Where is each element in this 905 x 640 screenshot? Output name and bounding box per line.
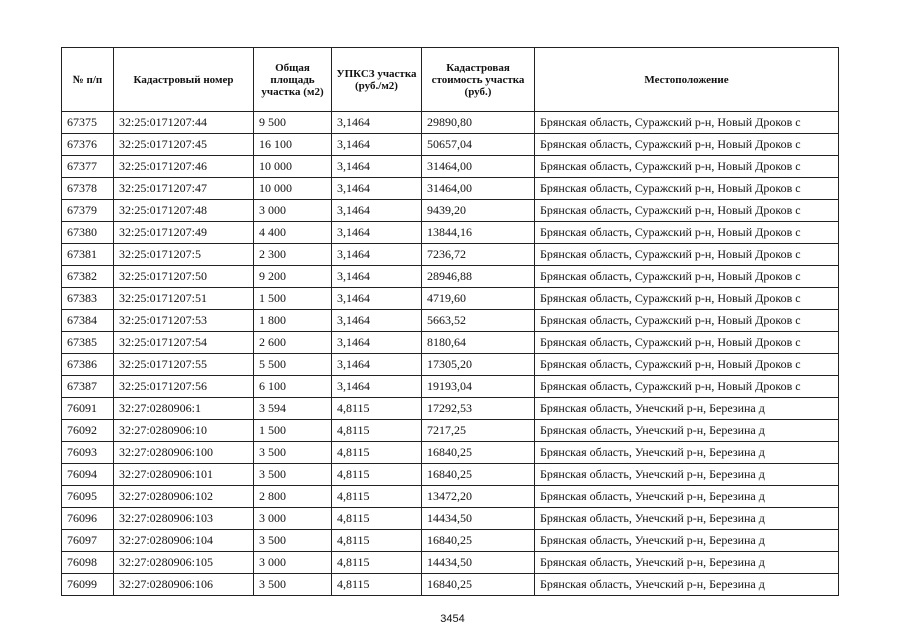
table-row	[62, 222, 839, 244]
cell-upksz: 4,8115	[332, 508, 422, 530]
cell-upksz: 4,8115	[332, 398, 422, 420]
cell-area: 10 000	[254, 156, 332, 178]
cell-cadastral-number: 32:27:0280906:104	[114, 530, 254, 552]
cell-cadastral-value: 5663,52	[422, 310, 535, 332]
cell-cadastral-value: 7236,72	[422, 244, 535, 266]
cell-cadastral-number: 32:25:0171207:48	[114, 200, 254, 222]
cell-location: Брянская область, Унечский р-н, Березина д	[535, 464, 839, 486]
cell-cadastral-value: 13472,20	[422, 486, 535, 508]
cell-cadastral-value: 31464,00	[422, 178, 535, 200]
cell-cadastral-value: 16840,25	[422, 574, 535, 596]
cell-row-number: 76098	[62, 552, 114, 574]
table-row	[62, 376, 839, 398]
header-row	[62, 48, 839, 112]
cell-location: Брянская область, Унечский р-н, Березина д	[535, 574, 839, 596]
table-row	[62, 420, 839, 442]
cell-row-number: 67381	[62, 244, 114, 266]
cell-upksz: 3,1464	[332, 332, 422, 354]
cell-cadastral-number: 32:25:0171207:56	[114, 376, 254, 398]
cell-upksz: 4,8115	[332, 420, 422, 442]
cell-area: 1 500	[254, 288, 332, 310]
cell-cadastral-number: 32:25:0171207:44	[114, 112, 254, 134]
cell-location: Брянская область, Унечский р-н, Березина д	[535, 420, 839, 442]
cell-cadastral-number: 32:27:0280906:1	[114, 398, 254, 420]
cell-cadastral-value: 17292,53	[422, 398, 535, 420]
cell-row-number: 67376	[62, 134, 114, 156]
cell-cadastral-value: 16840,25	[422, 464, 535, 486]
cell-upksz: 3,1464	[332, 134, 422, 156]
cell-cadastral-value: 19193,04	[422, 376, 535, 398]
cell-row-number: 67382	[62, 266, 114, 288]
cell-cadastral-value: 8180,64	[422, 332, 535, 354]
cell-location: Брянская область, Унечский р-н, Березина д	[535, 552, 839, 574]
cell-location: Брянская область, Суражский р-н, Новый Дроков с	[535, 332, 839, 354]
cell-cadastral-number: 32:27:0280906:106	[114, 574, 254, 596]
table-row	[62, 134, 839, 156]
table-header	[62, 48, 839, 112]
cell-area: 3 000	[254, 552, 332, 574]
cell-row-number: 67385	[62, 332, 114, 354]
cell-location: Брянская область, Суражский р-н, Новый Дроков с	[535, 200, 839, 222]
cell-cadastral-number: 32:25:0171207:54	[114, 332, 254, 354]
cell-area: 9 500	[254, 112, 332, 134]
cell-row-number: 76097	[62, 530, 114, 552]
cell-upksz: 3,1464	[332, 376, 422, 398]
cell-upksz: 4,8115	[332, 574, 422, 596]
cell-row-number: 67378	[62, 178, 114, 200]
cell-cadastral-value: 14434,50	[422, 552, 535, 574]
cell-upksz: 4,8115	[332, 530, 422, 552]
table-row	[62, 398, 839, 420]
cell-area: 3 500	[254, 530, 332, 552]
table-row	[62, 310, 839, 332]
cell-cadastral-value: 7217,25	[422, 420, 535, 442]
cell-area: 10 000	[254, 178, 332, 200]
cell-cadastral-number: 32:25:0171207:50	[114, 266, 254, 288]
cell-area: 16 100	[254, 134, 332, 156]
cell-location: Брянская область, Унечский р-н, Березина д	[535, 398, 839, 420]
cell-cadastral-number: 32:25:0171207:5	[114, 244, 254, 266]
cell-location: Брянская область, Суражский р-н, Новый Дроков с	[535, 288, 839, 310]
table-row	[62, 244, 839, 266]
cadastral-table	[61, 47, 839, 596]
cell-area: 2 800	[254, 486, 332, 508]
cell-row-number: 76094	[62, 464, 114, 486]
table-row	[62, 112, 839, 134]
cell-cadastral-value: 9439,20	[422, 200, 535, 222]
cell-location: Брянская область, Унечский р-н, Березина д	[535, 486, 839, 508]
cell-area: 3 000	[254, 200, 332, 222]
table-row	[62, 354, 839, 376]
cell-cadastral-number: 32:25:0171207:46	[114, 156, 254, 178]
cell-row-number: 76099	[62, 574, 114, 596]
cell-cadastral-number: 32:27:0280906:101	[114, 464, 254, 486]
cell-location: Брянская область, Унечский р-н, Березина д	[535, 442, 839, 464]
table-row	[62, 530, 839, 552]
cell-area: 3 500	[254, 442, 332, 464]
cell-location: Брянская область, Суражский р-н, Новый Дроков с	[535, 178, 839, 200]
cell-cadastral-value: 28946,88	[422, 266, 535, 288]
cell-cadastral-value: 13844,16	[422, 222, 535, 244]
table-row	[62, 200, 839, 222]
cell-area: 4 400	[254, 222, 332, 244]
cell-location: Брянская область, Суражский р-н, Новый Дроков с	[535, 156, 839, 178]
cell-cadastral-value: 50657,04	[422, 134, 535, 156]
cell-upksz: 3,1464	[332, 200, 422, 222]
cell-area: 9 200	[254, 266, 332, 288]
cell-area: 1 500	[254, 420, 332, 442]
cell-row-number: 67380	[62, 222, 114, 244]
cell-location: Брянская область, Суражский р-н, Новый Дроков с	[535, 310, 839, 332]
cell-area: 5 500	[254, 354, 332, 376]
cell-row-number: 67377	[62, 156, 114, 178]
cell-cadastral-value: 16840,25	[422, 530, 535, 552]
table-row	[62, 464, 839, 486]
cell-location: Брянская область, Суражский р-н, Новый Дроков с	[535, 376, 839, 398]
header-upksz: УПКСЗ участка (руб./м2)	[332, 48, 422, 112]
table-row	[62, 442, 839, 464]
cell-row-number: 67383	[62, 288, 114, 310]
cell-cadastral-number: 32:25:0171207:47	[114, 178, 254, 200]
cell-row-number: 67384	[62, 310, 114, 332]
cell-cadastral-value: 4719,60	[422, 288, 535, 310]
cell-area: 1 800	[254, 310, 332, 332]
cell-upksz: 3,1464	[332, 244, 422, 266]
cell-cadastral-number: 32:27:0280906:100	[114, 442, 254, 464]
cell-area: 3 500	[254, 574, 332, 596]
cell-area: 3 000	[254, 508, 332, 530]
cell-upksz: 3,1464	[332, 310, 422, 332]
table-row	[62, 332, 839, 354]
cell-area: 6 100	[254, 376, 332, 398]
cell-upksz: 4,8115	[332, 486, 422, 508]
table-row	[62, 552, 839, 574]
table-row	[62, 178, 839, 200]
cell-upksz: 4,8115	[332, 442, 422, 464]
cell-cadastral-value: 16840,25	[422, 442, 535, 464]
cell-row-number: 67386	[62, 354, 114, 376]
cell-cadastral-number: 32:27:0280906:103	[114, 508, 254, 530]
cell-row-number: 67375	[62, 112, 114, 134]
cell-upksz: 4,8115	[332, 464, 422, 486]
cell-area: 2 300	[254, 244, 332, 266]
table-row	[62, 574, 839, 596]
table-row	[62, 156, 839, 178]
cell-upksz: 3,1464	[332, 288, 422, 310]
cell-location: Брянская область, Унечский р-н, Березина д	[535, 508, 839, 530]
cell-location: Брянская область, Суражский р-н, Новый Дроков с	[535, 112, 839, 134]
cell-row-number: 76092	[62, 420, 114, 442]
cell-area: 3 594	[254, 398, 332, 420]
cell-cadastral-value: 14434,50	[422, 508, 535, 530]
table-row	[62, 508, 839, 530]
cell-area: 3 500	[254, 464, 332, 486]
cell-location: Брянская область, Унечский р-н, Березина д	[535, 530, 839, 552]
cell-location: Брянская область, Суражский р-н, Новый Дроков с	[535, 244, 839, 266]
cell-row-number: 76095	[62, 486, 114, 508]
cell-row-number: 76096	[62, 508, 114, 530]
cell-upksz: 3,1464	[332, 178, 422, 200]
cell-upksz: 3,1464	[332, 112, 422, 134]
cell-cadastral-number: 32:27:0280906:102	[114, 486, 254, 508]
cell-cadastral-number: 32:25:0171207:55	[114, 354, 254, 376]
cell-location: Брянская область, Суражский р-н, Новый Дроков с	[535, 134, 839, 156]
cell-location: Брянская область, Суражский р-н, Новый Дроков с	[535, 266, 839, 288]
header-row-number: № п/п	[62, 48, 114, 112]
header-location: Местоположение	[535, 48, 839, 112]
cell-upksz: 4,8115	[332, 552, 422, 574]
table-body	[62, 112, 839, 596]
header-cadastral-number: Кадастровый номер	[114, 48, 254, 112]
cell-cadastral-number: 32:25:0171207:53	[114, 310, 254, 332]
cell-upksz: 3,1464	[332, 156, 422, 178]
page-number: 3454	[440, 613, 465, 625]
cell-row-number: 67379	[62, 200, 114, 222]
cell-location: Брянская область, Суражский р-н, Новый Дроков с	[535, 222, 839, 244]
cell-upksz: 3,1464	[332, 222, 422, 244]
cell-cadastral-number: 32:27:0280906:105	[114, 552, 254, 574]
cell-area: 2 600	[254, 332, 332, 354]
cell-location: Брянская область, Суражский р-н, Новый Дроков с	[535, 354, 839, 376]
table-row	[62, 486, 839, 508]
cell-cadastral-value: 17305,20	[422, 354, 535, 376]
cell-cadastral-number: 32:25:0171207:51	[114, 288, 254, 310]
table-row	[62, 266, 839, 288]
cell-cadastral-number: 32:27:0280906:10	[114, 420, 254, 442]
cell-row-number: 76093	[62, 442, 114, 464]
header-area: Общая площадь участка (м2)	[254, 48, 332, 112]
table-row	[62, 288, 839, 310]
cell-cadastral-value: 29890,80	[422, 112, 535, 134]
cell-upksz: 3,1464	[332, 266, 422, 288]
cell-cadastral-value: 31464,00	[422, 156, 535, 178]
cell-upksz: 3,1464	[332, 354, 422, 376]
cell-cadastral-number: 32:25:0171207:49	[114, 222, 254, 244]
cell-row-number: 76091	[62, 398, 114, 420]
cell-cadastral-number: 32:25:0171207:45	[114, 134, 254, 156]
cell-row-number: 67387	[62, 376, 114, 398]
header-cadastral-value: Кадастровая стоимость участка (руб.)	[422, 48, 535, 112]
